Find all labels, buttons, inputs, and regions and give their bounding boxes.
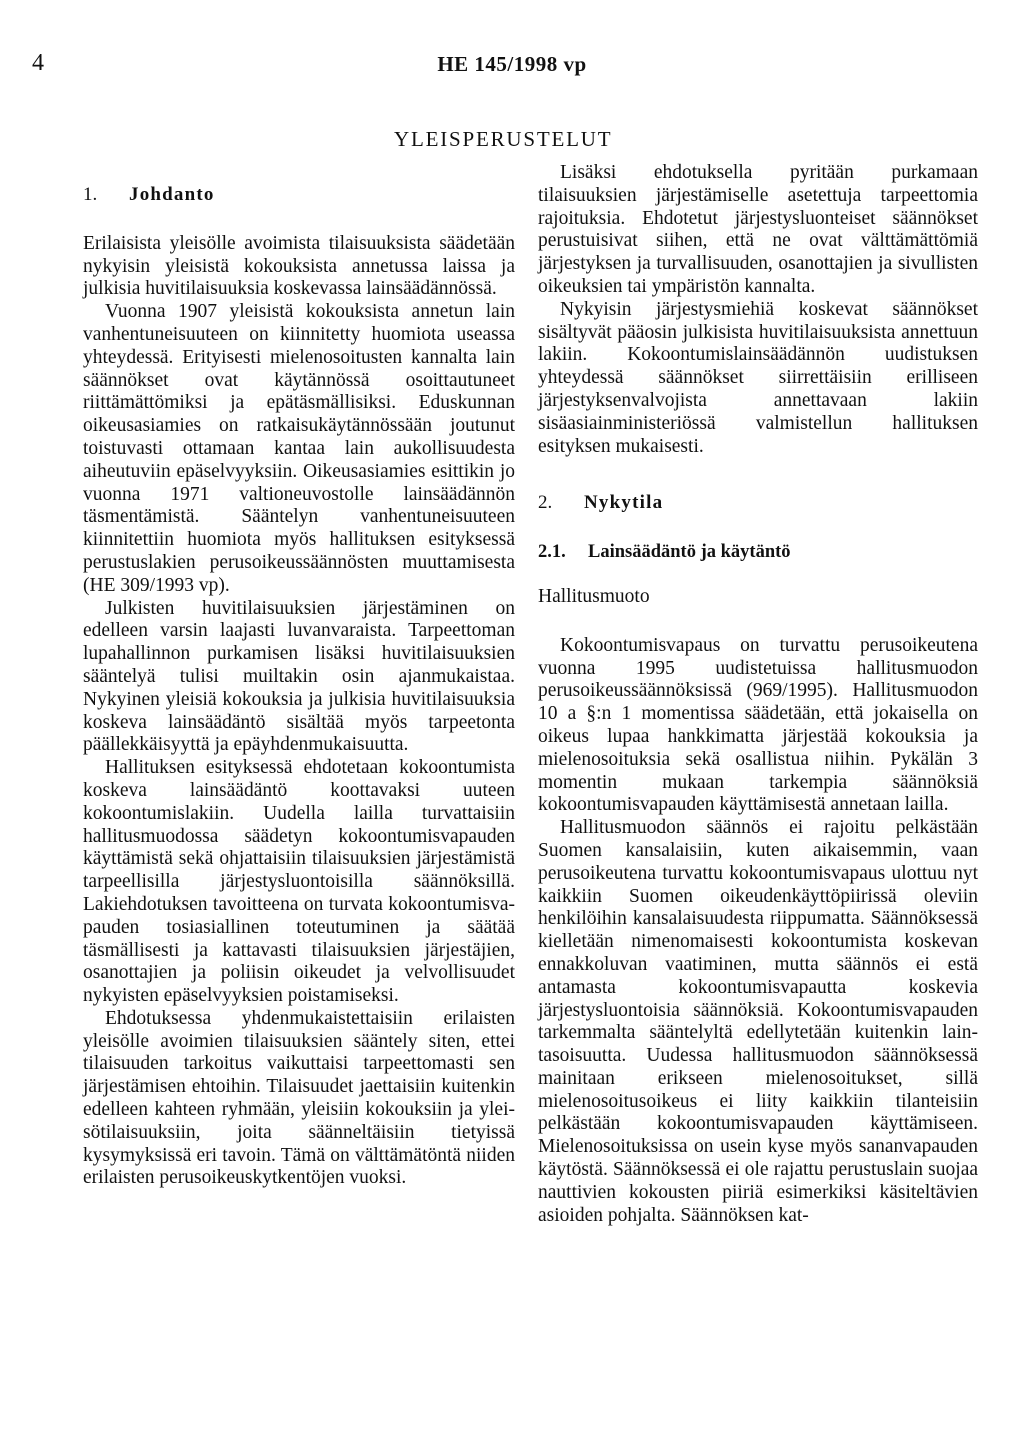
paragraph: Julkisten huvitilaisuuksien järjestäminen on edelleen varsin laajasti luvanvaraista. Tarpeettoman lupahallinnon purkamisen lisäksi huvitilaisuuksien sääntelyä tulisi muiltakin osin ajanmukaistaa. Nykyinen yleisiä kokouksia ja julkisia huvitilaisuuksia koskeva lainsäädäntö sisältää myös tarpeetonta päällekkäisyyttä ja epäyhdenmukaisuutta. (83, 597, 515, 756)
subheading-lainsaadanto: 2.1. Lainsäädäntö ja käytäntö (538, 542, 791, 563)
heading-johdanto: 1. Johdanto (83, 184, 215, 205)
section-title: YLEISPERUSTELUT (394, 127, 613, 151)
paragraph: Ehdotuksessa yhdenmukaistettaisiin erilaisten yleisölle avoimien tilaisuuksien sääntely siten, ettei tilaisuuden tarkoitus vaikuttaisi tarpeettomasti sen järjestämisen ehtoihin. Tilaisuudet jaettaisiin kuitenkin edelleen kahteen ryhmään, yleisiin kokouksiin ja yleisötilaisuuksiin, joita säänneltäisiin tietyissä kysymyksissä eri tavoin. Tämä on välttämätöntä niiden erilaisten perusoikeuskytkentöjen vuoksi. (83, 1007, 515, 1189)
subheading-hallitusmuoto: Hallitusmuoto (538, 585, 650, 607)
heading-nykytila: 2. Nykytila (538, 492, 664, 514)
paragraph: Erilaisista yleisölle avoimista tilaisuuksista säädetään nykyisin yleisistä kokouksista annetussa laissa ja julkisia huvitilaisuuksia koskevassa lainsäädännössä. (83, 232, 515, 300)
right-column (538, 162, 978, 1227)
paragraph: Lisäksi ehdotuksella pyritään purkamaan tilaisuuksien järjestämiselle asetettuja tarpeettomia rajoituksia. Ehdotetut järjestysluonteiset säännökset perustuisivat siihen, että ne ovat välttämättömiä järjestyksen ja turvallisuuden, osanottajien ja sivullisten oikeuksien tai ympäristön kannalta. (538, 162, 978, 297)
paragraph: Nykyisin järjestysmiehiä koskevat säännökset sisältyvät pääosin julkisista huvitilaisuuksista annettuun lakiin. Kokoontumislainsäädännön uudistuksen yhteydessä säännökset siirrettäisiin erilliseen järjestyksenvalvojista annettavaan lakiin sisäasiainministeriössä valmistellun hallituksen esityksen mukaisesti. (538, 298, 978, 457)
paragraph: Hallitusmuodon säännös ei rajoitu pelkästään Suomen kansalaisiin, kuten aikaisemmin, vaan perusoikeutena turvattu kokoontumisvapaus ulottuu nyt kaikkiin Suomen oikeudenkäyttöpiirissä oleviin henkilöihin kansalaisuudesta riippumatta. Säännöksessä kielletään nimenomaisesti kokoontumista koskevan ennakkoluvan vaatiminen, mutta säännös ei estä antamasta kokoontumisvapautta koskevia järjestysluontoisia säännöksiä. Kokoontumisvapauden tarkemmalta sääntelyltä edellytetään kuitenkin laintasoisuutta. Uudessa hallitusmuodon säännöksessä mainitaan erikseen mielenosoitukset, sillä mielenosoitusoikeus ei liity kaikkiin tilanteisiin pelkästään kokoontumisvapauden käyttämiseen. Mielenosoituksissa on usein kyse myös sananvapauden käytöstä. Säännöksessä ei ole rajattu perustuslain suojaa nauttivien kokousten piiriä esimerkiksi käsiteltävien asioiden pohjalta. Säännöksen kat- (538, 817, 978, 1226)
paragraph: Hallituksen esityksessä ehdotetaan kokoontumista koskeva lainsäädäntö koottavaksi uuteen kokoontumislakiin. Uudella lailla turvattaisiin hallitusmuodossa säädetyn kokoontumisvapauden käyttämistä sekä ohjattaisiin tilaisuuksien järjestämistä tarpeellisilla järjestysluontoisilla säännöksillä. Lakiehdotuksen tavoitteena on turvata kokoontumisvapauden tosiasiallinen toteutuminen ja säätää täsmällisesti ja kattavasti tilaisuuksien järjestäjien, osanottajien ja poliisin oikeudet ja velvollisuudet nykyisten epäselvyyksien poistamiseksi. (83, 757, 515, 1007)
left-column (83, 162, 515, 1190)
document-id: HE 145/1998 vp (437, 52, 587, 76)
paragraph: Vuonna 1907 yleisistä kokouksista annetun lain vanhentuneisuuteen on kiinnitetty huomiota useassa yhteydessä. Erityisesti mielenosoitusten kannalta lain säännökset ovat käytännössä osoittautuneet riittämättömiksi ja epätäsmällisiksi. Eduskunnan oikeusasiamies on ratkaisukäytännössään joutunut toistuvasti ottamaan kantaa lain aukollisuudesta aiheutuviin epäselvyyksiin. Oikeusasiamies esittikin jo vuonna 1971 valtioneuvostolle lainsäädännön täsmentämistä. Sääntelyn vanhentuneisuuteen kiinnitettiin huomiota myös hallituksen esityksessä perustuslakien perusoikeussäännösten muuttamisesta (HE 309/1993 vp). (83, 301, 515, 596)
paragraph: Kokoontumisvapaus on turvattu perusoikeutena vuonna 1995 uudistetuissa hallitusmuodon perusoikeussäännöksissä (969/1995). Hallitusmuodon 10 a §:n 1 momentissa säädetään, että jokaisella on oikeus lupaa hankkimatta järjestää kokouksia ja mielenosoituksia sekä osallistua niihin. Pykälän 3 momentin mukaan tarkempia säännöksiä kokoontumisvapauden käyttämisestä annetaan lailla. (538, 634, 978, 816)
page-number: 4 (32, 50, 44, 76)
